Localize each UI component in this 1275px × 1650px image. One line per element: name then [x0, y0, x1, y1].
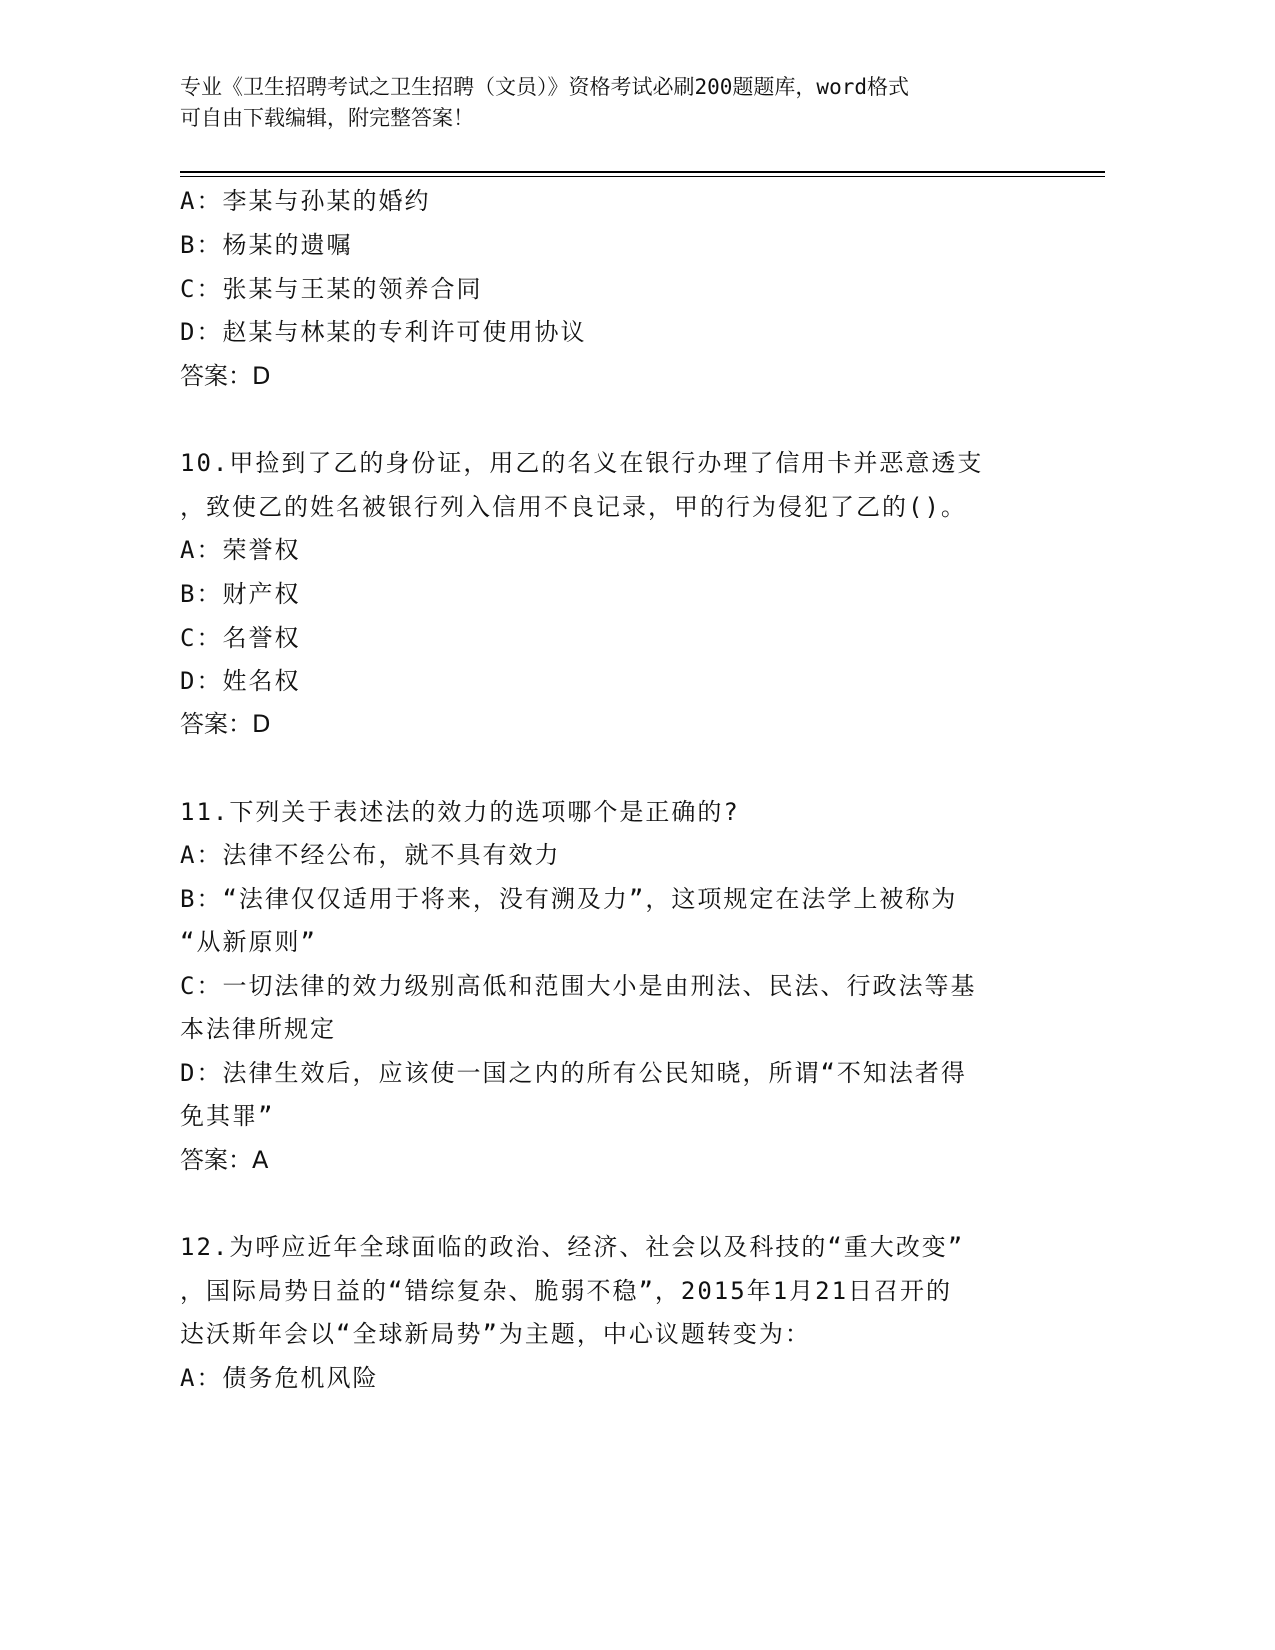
q11-option-c: C：一切法律的效力级别高低和范围大小是由刑法、民法、行政法等基 — [180, 972, 977, 1000]
header-divider — [180, 171, 1105, 173]
q11-option-d-cont: 免其罪” — [180, 1102, 275, 1130]
q11-option-d: D：法律生效后，应该使一国之内的所有公民知晓，所谓“不知法者得 — [180, 1059, 967, 1087]
q9-option-b: B：杨某的遗嘱 — [180, 231, 353, 259]
q12-option-a: A：债务危机风险 — [180, 1364, 379, 1392]
q12-stem-line-1: 12.为呼应近年全球面临的政治、经济、社会以及科技的“重大改变” — [180, 1233, 965, 1261]
q9-option-d: D：赵某与林某的专利许可使用协议 — [180, 318, 587, 346]
header-divider-thin — [180, 176, 1105, 177]
q10-option-c: C：名誉权 — [180, 624, 301, 652]
q11-answer: 答案：A — [180, 1146, 269, 1174]
q10-answer: 答案：D — [180, 710, 271, 738]
q9-option-c: C：张某与王某的领养合同 — [180, 275, 483, 303]
q11-option-b-cont: “从新原则” — [180, 928, 317, 956]
q11-stem: 11.下列关于表述法的效力的选项哪个是正确的? — [180, 798, 740, 826]
q9-answer: 答案：D — [180, 362, 271, 390]
q10-option-d: D：姓名权 — [180, 667, 301, 695]
q10-stem-line-2: ，致使乙的姓名被银行列入信用不良记录，甲的行为侵犯了乙的()。 — [180, 493, 967, 521]
q11-option-c-cont: 本法律所规定 — [180, 1015, 336, 1043]
q10-stem-line-1: 10.甲捡到了乙的身份证，用乙的名义在银行办理了信用卡并恶意透支 — [180, 449, 984, 477]
document-header-line-1: 专业《卫生招聘考试之卫生招聘（文员）》资格考试必刷200题题库，word格式 — [180, 75, 909, 99]
q10-option-a: A：荣誉权 — [180, 536, 301, 564]
q10-option-b: B：财产权 — [180, 580, 301, 608]
q12-stem-line-3: 达沃斯年会以“全球新局势”为主题，中心议题转变为： — [180, 1320, 811, 1348]
q11-option-a: A：法律不经公布，就不具有效力 — [180, 841, 561, 869]
document-header-line-2: 可自由下载编辑，附完整答案！ — [180, 106, 474, 130]
q12-stem-line-2: ，国际局势日益的“错综复杂、脆弱不稳”，2015年1月21日召开的 — [180, 1277, 953, 1305]
q9-option-a: A：李某与孙某的婚约 — [180, 187, 431, 215]
q11-option-b: B：“法律仅仅适用于将来，没有溯及力”，这项规定在法学上被称为 — [180, 885, 958, 913]
